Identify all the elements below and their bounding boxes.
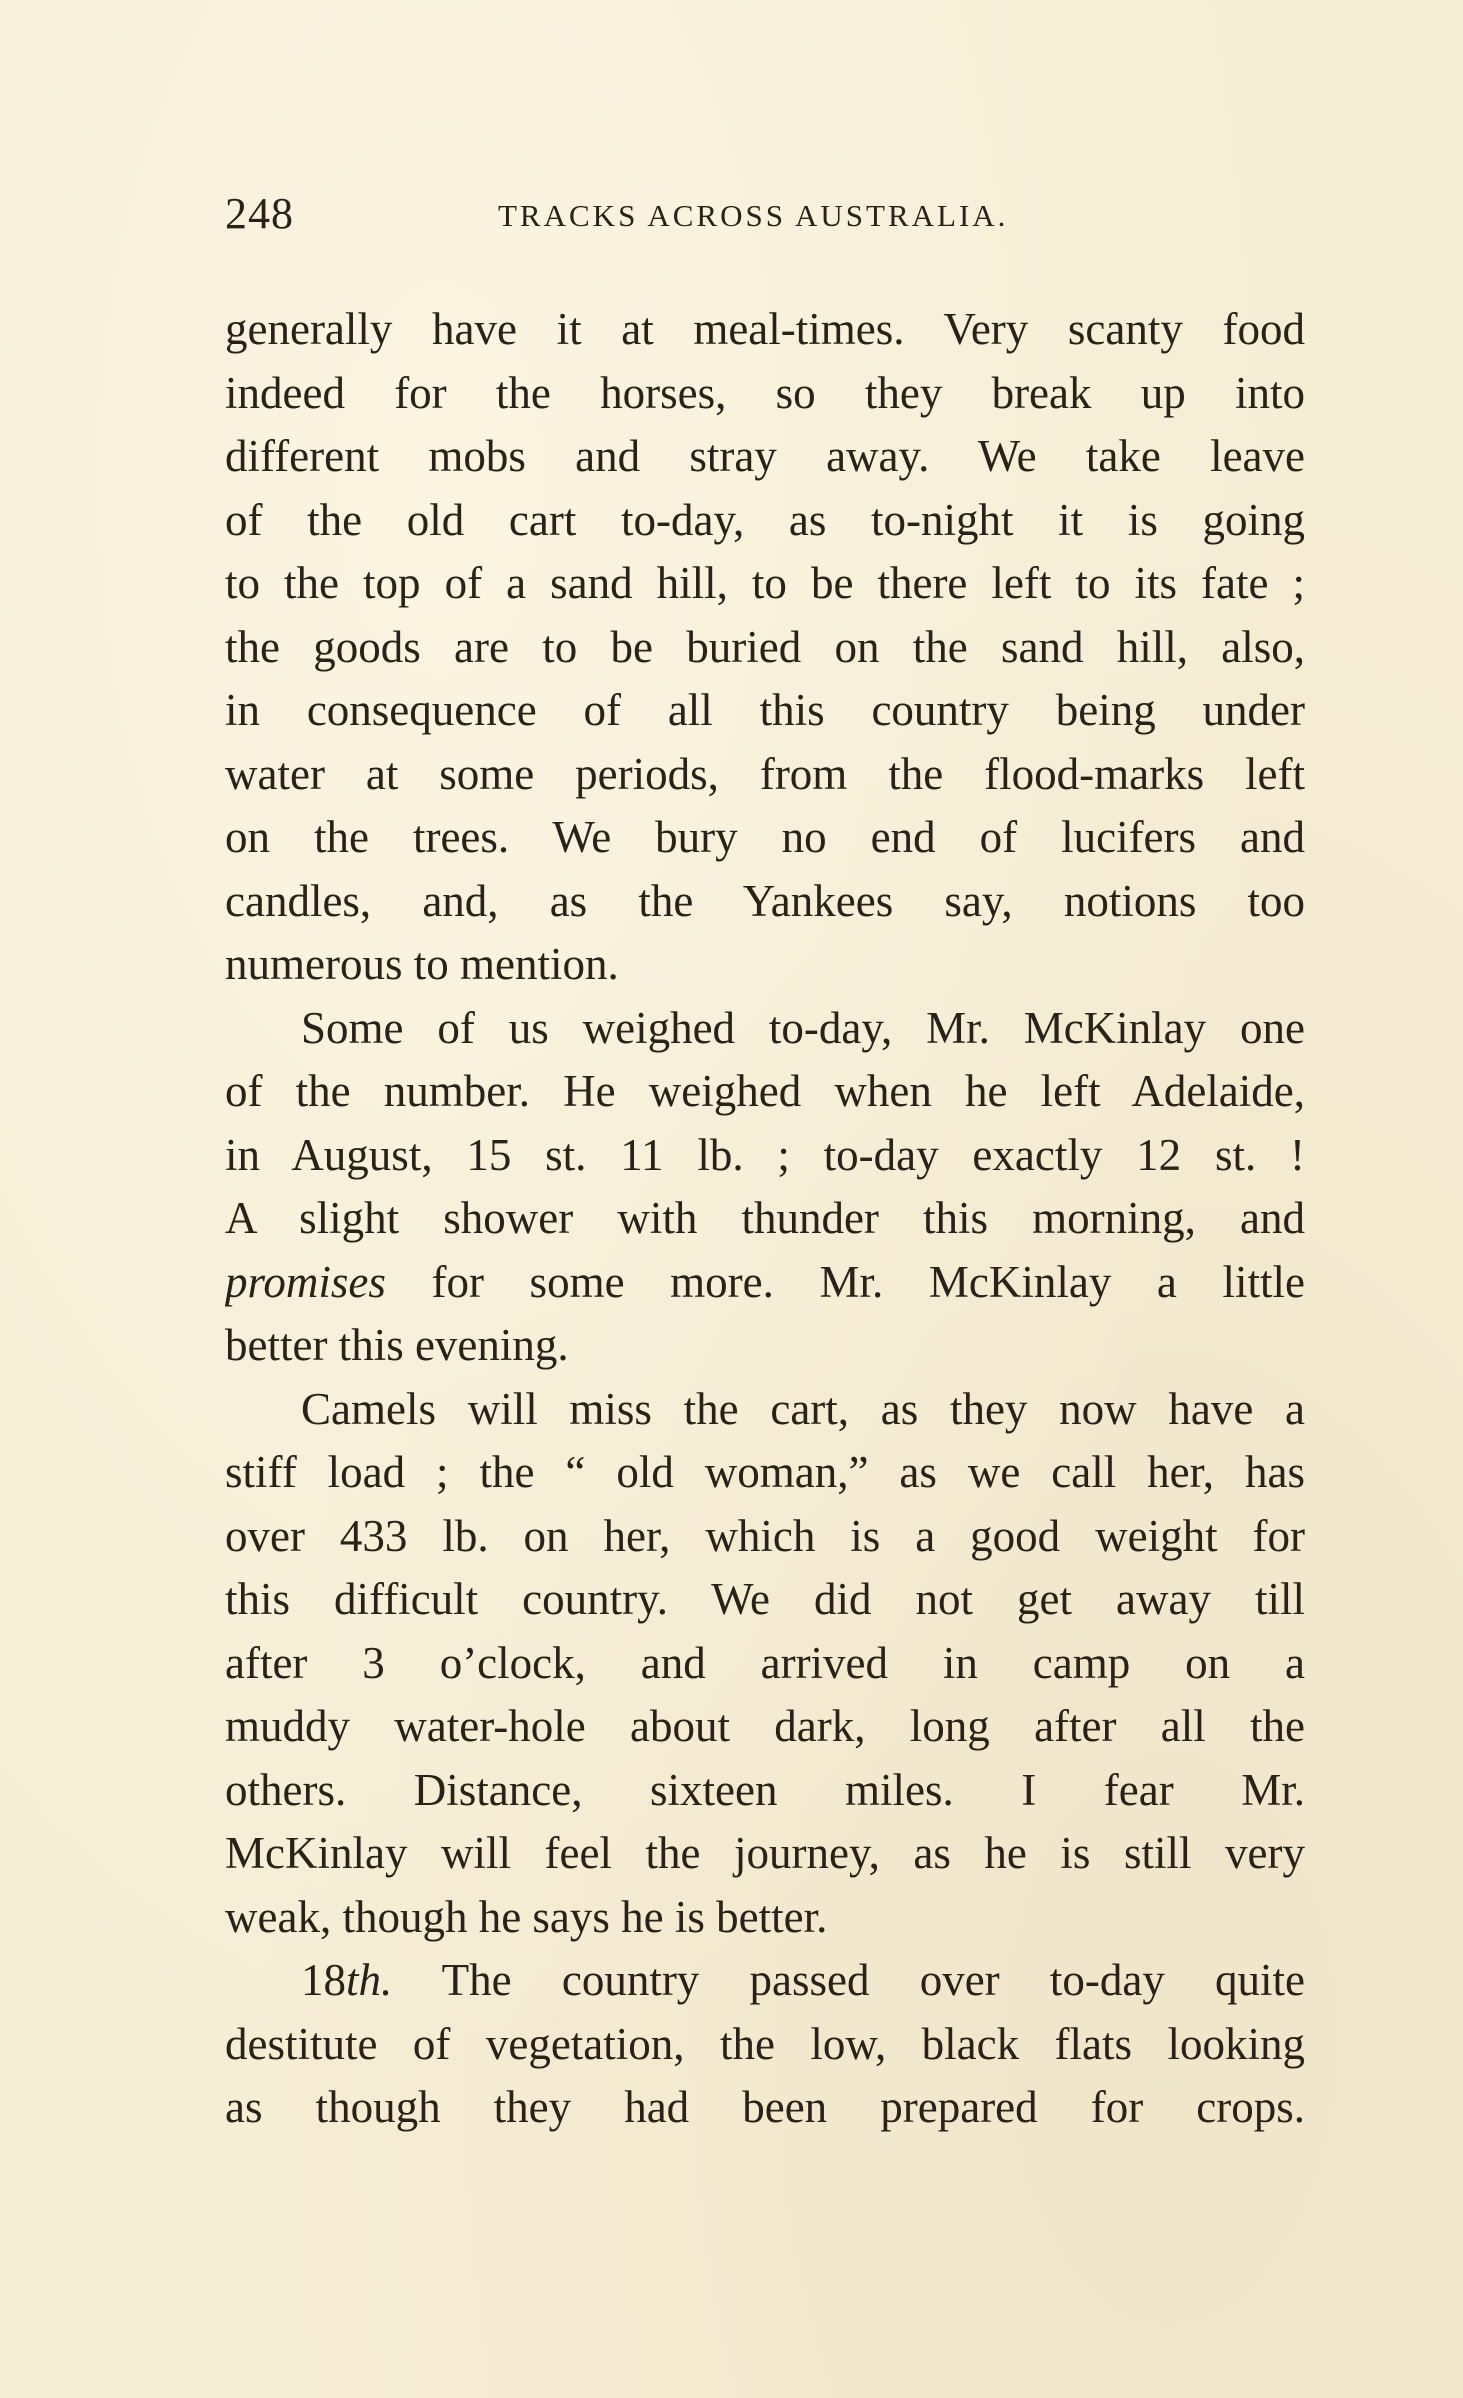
running-head (225, 188, 1305, 248)
text-line: A slight shower with thunder this morning, and (225, 1193, 1305, 1243)
text-line-with-date (225, 1949, 1305, 2013)
text-line-with-italic (225, 1251, 1305, 1315)
text-line: of the old cart to-day, as to-night it is going (225, 494, 1305, 545)
text-line: candles, and, as the Yankees say, notions too (225, 875, 1305, 926)
text-line: the goods are to be buried on the sand hill, also, (225, 621, 1305, 672)
text-line: destitute of vegetation, the low, black flats looking (225, 2018, 1305, 2069)
running-title: TRACKS ACROSS AUSTRALIA. (498, 198, 1009, 233)
text-line: of the number. He weighed when he left Adelaide, (225, 1066, 1305, 1116)
text-line: numerous to mention. (225, 939, 619, 989)
text-line-rest: The country passed over to-day quite (441, 1955, 1305, 2005)
text-line-rest: for some more. Mr. McKinlay a little (431, 1256, 1305, 1307)
text-line: generally have it at meal-times. Very scanty food (225, 304, 1305, 354)
text-line: Some of us weighed to-day, Mr. McKinlay one (301, 1002, 1305, 1053)
date-number: 18 (301, 1955, 346, 2005)
text-line: after 3 o’clock, and arrived in camp on a (225, 1637, 1305, 1688)
text-line: as though they had been prepared for crops. (225, 2082, 1305, 2132)
text-line: McKinlay will feel the journey, as he is still very (225, 1828, 1305, 1878)
text-line: muddy water-hole about dark, long after all the (225, 1701, 1305, 1751)
text-line: Camels will miss the cart, as they now have a (301, 1383, 1305, 1434)
body-text (225, 298, 1305, 2140)
text-line: stiff load ; the “ old woman,” as we call her, has (225, 1447, 1305, 1497)
date-suffix: th. (346, 1955, 393, 2005)
text-line: better this evening. (225, 1320, 569, 1370)
text-line: different mobs and stray away. We take leave (225, 431, 1305, 481)
text-line: weak, though he says he is better. (225, 1891, 828, 1942)
text-line: indeed for the horses, so they break up into (225, 367, 1305, 418)
text-line: in August, 15 st. 11 lb. ; to-day exactly 12 st. ! (225, 1129, 1305, 1180)
page-number: 248 (225, 189, 294, 238)
italic-word: promises (225, 1256, 386, 1307)
text-line: others. Distance, sixteen miles. I fear Mr. (225, 1764, 1305, 1815)
text-line: to the top of a sand hill, to be there left to its fate ; (225, 558, 1305, 608)
text-line: on the trees. We bury no end of lucifers and (225, 812, 1305, 862)
text-line: this difficult country. We did not get away till (225, 1574, 1305, 1624)
text-line: over 433 lb. on her, which is a good weight for (225, 1510, 1305, 1561)
text-line: water at some periods, from the flood-marks left (225, 748, 1305, 799)
text-line: in consequence of all this country being under (225, 685, 1305, 735)
